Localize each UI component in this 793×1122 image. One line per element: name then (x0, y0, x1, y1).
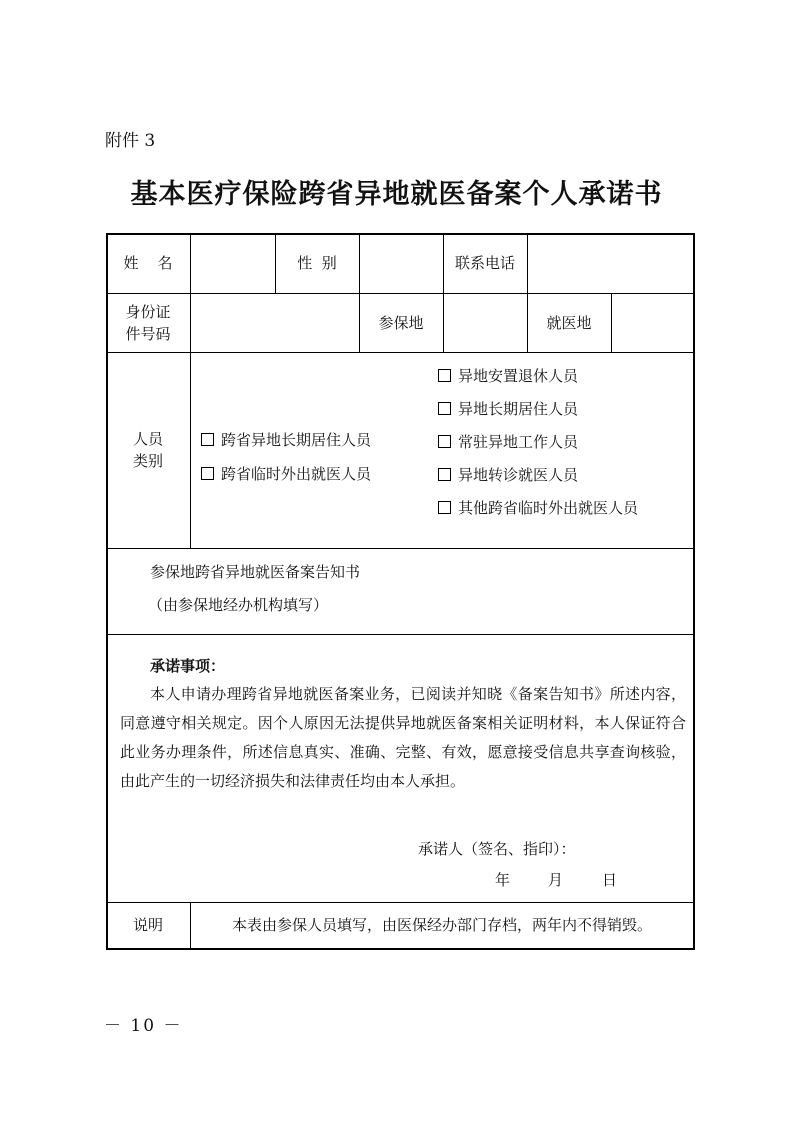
row-divider (106, 352, 695, 353)
page-number: － 10 － (104, 1016, 183, 1036)
insured-place-field[interactable] (444, 293, 527, 352)
commitment-body: 本人申请办理跨省异地就医备案业务，已阅读并知晓《备案告知书》所述内容，同意遵守相关规定。因个人原因无法提供异地就医备案相关证明材料，本人保证符合此业务办理条件，所述信息真实、准确、完整、有效，愿意接受信息共享查询核验，由此产生的一切经济损失和法律责任均由本人承担。 (120, 685, 686, 790)
option-label: 异地长期居住人员 (458, 400, 579, 418)
option-other-temporary[interactable] (438, 497, 638, 518)
category-label-line1: 人员 (132, 430, 163, 448)
option-label: 跨省临时外出就医人员 (221, 465, 372, 483)
remark-label: 说明 (132, 916, 163, 934)
gender-field[interactable] (360, 233, 443, 293)
checkbox-icon[interactable] (438, 435, 451, 448)
medical-place-label: 就医地 (546, 313, 592, 332)
category-label-line2: 类别 (132, 452, 163, 470)
option-stationed-worker[interactable] (438, 431, 578, 452)
signer-label: 承诺人（签名、指印）： (418, 840, 576, 858)
notice-subtitle: （由参保地经办机构填写） (148, 596, 329, 614)
option-cross-province-long-term[interactable] (201, 429, 371, 450)
attachment-label: 附件 3 (105, 131, 156, 151)
category-label (106, 352, 190, 548)
phone-label: 联系电话 (454, 254, 515, 272)
checkbox-icon[interactable] (201, 433, 214, 446)
name-field[interactable] (191, 233, 275, 293)
option-label: 常驻异地工作人员 (458, 433, 579, 451)
checkbox-icon[interactable] (438, 468, 451, 481)
date-month-label: 月 (548, 871, 564, 889)
option-long-term-resident[interactable] (438, 398, 578, 419)
gender-label: 性 别 (297, 254, 337, 272)
name-label: 姓 名 (123, 254, 173, 272)
document-title: 基本医疗保险跨省异地就医备案个人承诺书 (130, 179, 663, 210)
date-day-label: 日 (602, 871, 618, 889)
phone-field[interactable] (528, 233, 693, 293)
option-label: 异地安置退休人员 (458, 367, 579, 385)
commitment-heading: 承诺事项： (150, 657, 226, 675)
option-cross-province-temporary[interactable] (201, 463, 371, 484)
option-label: 跨省异地长期居住人员 (221, 431, 372, 449)
id-number-field[interactable] (191, 293, 359, 352)
option-referral-patient[interactable] (438, 464, 578, 485)
row-divider (106, 634, 695, 635)
row-divider (106, 548, 695, 549)
checkbox-icon[interactable] (201, 467, 214, 480)
id-label-line2: 件号码 (125, 324, 171, 343)
option-label: 其他跨省临时外出就医人员 (458, 499, 639, 517)
column-divider (190, 352, 191, 548)
remark-text: 本表由参保人员填写，由医保经办部门存档，两年内不得销毁。 (231, 916, 652, 934)
date-year-label: 年 (495, 871, 511, 889)
checkbox-icon[interactable] (438, 402, 451, 415)
commitment-form-table (106, 233, 695, 950)
option-label: 异地转诊就医人员 (458, 466, 579, 484)
checkbox-icon[interactable] (438, 501, 451, 514)
insured-place-label: 参保地 (378, 313, 424, 332)
medical-place-field[interactable] (612, 293, 693, 352)
id-label-line1: 身份证 (125, 302, 171, 321)
notice-title: 参保地跨省异地就医备案告知书 (150, 563, 361, 581)
checkbox-icon[interactable] (438, 369, 451, 382)
id-number-label (106, 293, 190, 352)
option-relocated-retiree[interactable] (438, 365, 578, 386)
